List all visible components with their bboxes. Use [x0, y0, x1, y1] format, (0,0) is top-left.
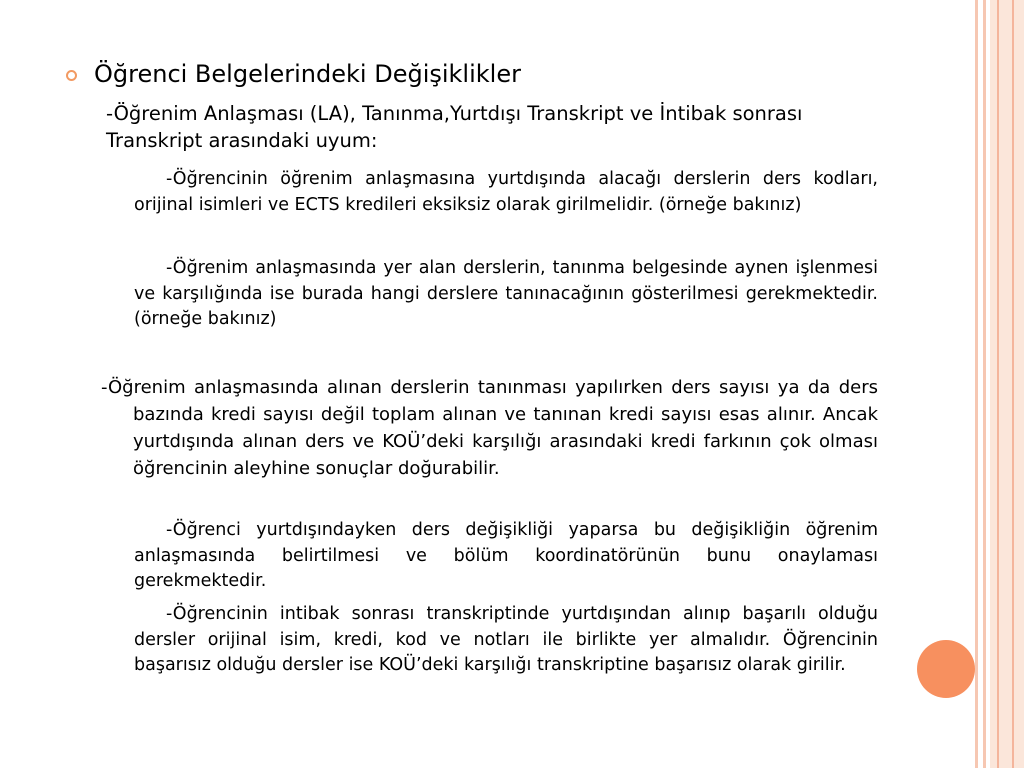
bullet-circle-icon: [66, 70, 77, 81]
paragraph-5: -Öğrencinin intibak sonrası transkriptinde yurtdışından alınıp başarılı olduğu dersler orijinal isim, kredi, kod ve notları ile birlikte yer almalıdır. Öğrencinin başarısız olduğu dersler ise KOÜ’deki karşılığı transkriptine başarısız olarak girilir.: [134, 604, 878, 675]
paragraph-2: -Öğrenim anlaşmasında yer alan derslerin, tanınma belgesinde aynen işlenmesi ve karşılığında ise burada hangi derslere tanınacağının gösterilmesi gerekmektedir. (örneğe bakınız): [134, 258, 878, 329]
paragraph-3: -Öğrenim anlaşmasında alınan derslerin tanınması yapılırken ders sayısı ya da ders bazında kredi sayısı değil toplam alınan ve tanınan kredi sayısı esas alınır. Ancak yurtdışında alınan ders ve KOÜ’deki karşılığı arasındaki kredi farkının çok olması öğrencinin aleyhine sonuçlar doğurabilir.: [101, 377, 878, 479]
paragraph-1: -Öğrencinin öğrenim anlaşmasına yurtdışında alacağı derslerin ders kodları, orijinal isimleri ve ECTS kredileri eksiksiz olarak girilmelidir. (örneğe bakınız): [134, 169, 878, 215]
slide-subheading: -Öğrenim Anlaşması (LA), Tanınma,Yurtdışı Transkript ve İntibak sonrası Transkript arasındaki uyum:: [106, 102, 803, 152]
decor-stripe: [983, 0, 986, 768]
decor-stripe: [997, 0, 999, 768]
decor-stripe: [975, 0, 978, 768]
decor-stripe: [1012, 0, 1014, 768]
slide-title: Öğrenci Belgelerindeki Değişiklikler: [94, 60, 521, 88]
decor-panel: [990, 0, 1024, 768]
decor-circle: [917, 640, 975, 698]
paragraph-4: -Öğrenci yurtdışındayken ders değişikliği yaparsa bu değişikliğin öğrenim anlaşmasında belirtilmesi ve bölüm koordinatörünün bunu onaylaması gerekmektedir.: [134, 520, 878, 591]
